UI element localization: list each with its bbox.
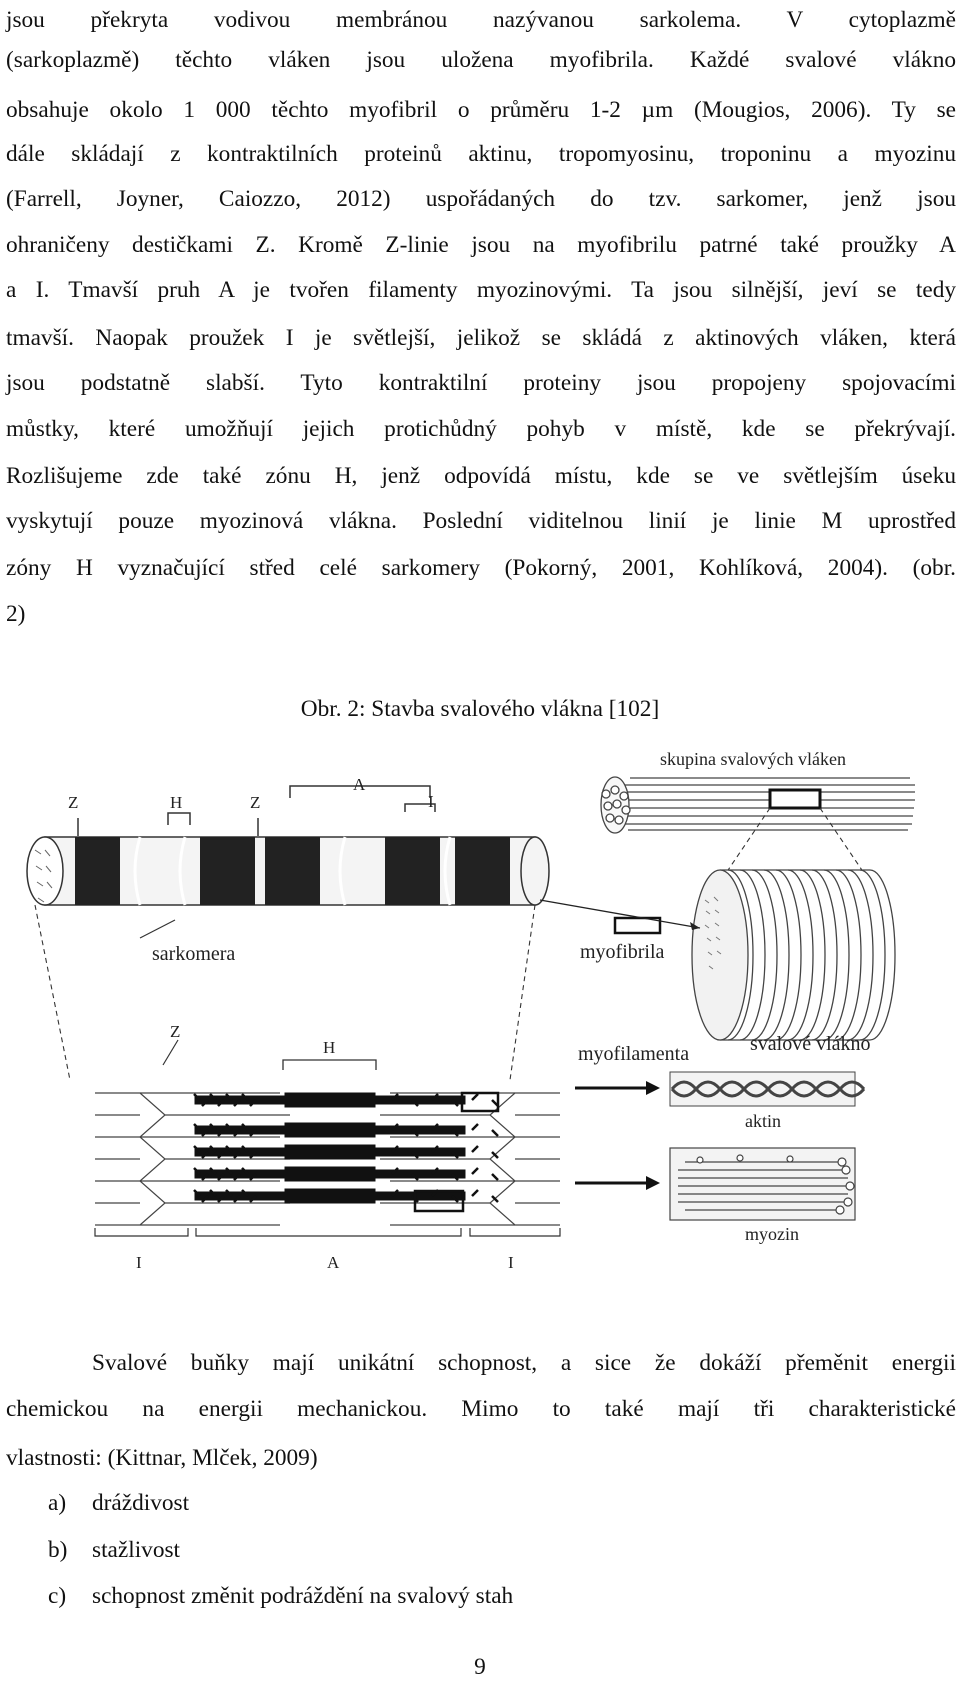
label-i-bottom-right: I bbox=[508, 1253, 514, 1272]
label-i-top: I bbox=[428, 792, 434, 811]
text-line: jsou překryta vodivou membránou nazývanou sarkolema. V cytoplazmě bbox=[6, 7, 956, 33]
label-h-bottom: H bbox=[323, 1038, 336, 1057]
text-line: chemickou na energii mechanickou. Mimo to také mají tři charakteristické bbox=[6, 1396, 956, 1422]
list-item bbox=[48, 1571, 513, 1621]
fiber-bundle bbox=[601, 777, 915, 833]
arrow-to-actin bbox=[646, 1081, 660, 1095]
list-item-text: schopnost změnit podráždění na svalový stah bbox=[92, 1583, 514, 1609]
label-z-top-left: Z bbox=[68, 793, 79, 812]
list-marker: a) bbox=[48, 1490, 67, 1516]
figure-caption: Obr. 2: Stavba svalového vlákna [102] bbox=[300, 696, 660, 722]
text-line: vyskytují pouze myozinová vlákna. Poslední viditelnou linií je linie M uprostřed bbox=[6, 508, 956, 534]
text-line: obsahuje okolo 1 000 těchto myofibril o průměru 1-2 µm (Mougios, 2006). Ty se bbox=[6, 97, 956, 123]
list-marker: c) bbox=[48, 1583, 67, 1609]
label-myofibrila: myofibrila bbox=[580, 941, 665, 963]
text-line: (Farrell, Joyner, Caiozzo, 2012) uspořádaných do tzv. sarkomer, jenž jsou bbox=[6, 186, 956, 212]
label-a-bottom: A bbox=[327, 1253, 340, 1272]
muscle-structure-figure bbox=[0, 750, 960, 1310]
text-line: dále skládají z kontraktilních proteinů aktinu, tropomyosinu, troponinu a myozinu bbox=[6, 141, 956, 167]
list-item-text: stažlivost bbox=[92, 1537, 181, 1563]
myosin-filaments bbox=[194, 1093, 498, 1203]
label-myozin: myozin bbox=[745, 1224, 799, 1244]
label-z-top-mid: Z bbox=[250, 793, 261, 812]
text-line: (sarkoplazmě) těchto vláken jsou uložena myofibrila. Každé svalové vlákno bbox=[6, 47, 956, 73]
arrow-to-myosin bbox=[646, 1176, 660, 1190]
text-line: Svalové buňky mají unikátní schopnost, a sice že dokáží přeměnit energii bbox=[92, 1350, 956, 1376]
band-brackets bbox=[95, 1228, 560, 1236]
list-item bbox=[48, 1478, 189, 1528]
text-line: Rozlišujeme zde také zónu H, jenž odpovídá místu, kde se ve světlejším úseku bbox=[6, 463, 956, 489]
page-number: 9 bbox=[474, 1654, 486, 1680]
text-line: zóny H vyznačující střed celé sarkomery (Pokorný, 2001, Kohlíková, 2004). (obr. bbox=[6, 555, 956, 581]
label-skupina-svalovych-vlaken: skupina svalových vláken bbox=[660, 750, 846, 769]
label-i-bottom-left: I bbox=[136, 1253, 142, 1272]
label-sarkomera: sarkomera bbox=[152, 943, 236, 965]
label-svalove-vlakno: svalové vlákno bbox=[750, 1033, 871, 1055]
text-line: vlastnosti: (Kittnar, Mlček, 2009) bbox=[6, 1445, 318, 1471]
label-z-bottom: Z bbox=[170, 1022, 181, 1041]
label-a-top: A bbox=[353, 775, 366, 794]
text-line: jsou podstatně slabší. Tyto kontraktilní proteiny jsou propojeny spojovacími bbox=[6, 370, 956, 396]
label-myofilamenta: myofilamenta bbox=[578, 1043, 690, 1065]
list-item bbox=[48, 1525, 180, 1575]
text-line: můstky, které umožňují jejich protichůdný pohyb v místě, kde se překrývají. bbox=[6, 416, 956, 442]
muscle-diagram bbox=[0, 750, 960, 1310]
text-line: a I. Tmavší pruh A je tvořen filamenty myozinovými. Ta jsou silnější, jeví se tedy bbox=[6, 277, 956, 303]
text-line: tmavší. Naopak proužek I je světlejší, jelikož se skládá z aktinových vláken, která bbox=[6, 325, 956, 351]
list-marker: b) bbox=[48, 1537, 68, 1563]
label-aktin: aktin bbox=[745, 1111, 781, 1131]
text-line: ohraničeny destičkami Z. Kromě Z-linie jsou na myofibrilu patrné také proužky A bbox=[6, 232, 956, 258]
text-line: 2) bbox=[6, 601, 26, 627]
myosin-closeup bbox=[670, 1148, 855, 1220]
list-item-text: dráždivost bbox=[92, 1490, 190, 1516]
myofibril-cylinder bbox=[27, 786, 549, 905]
actin-closeup bbox=[670, 1072, 864, 1106]
label-h-top: H bbox=[170, 793, 183, 812]
muscle-fiber bbox=[692, 870, 895, 1040]
